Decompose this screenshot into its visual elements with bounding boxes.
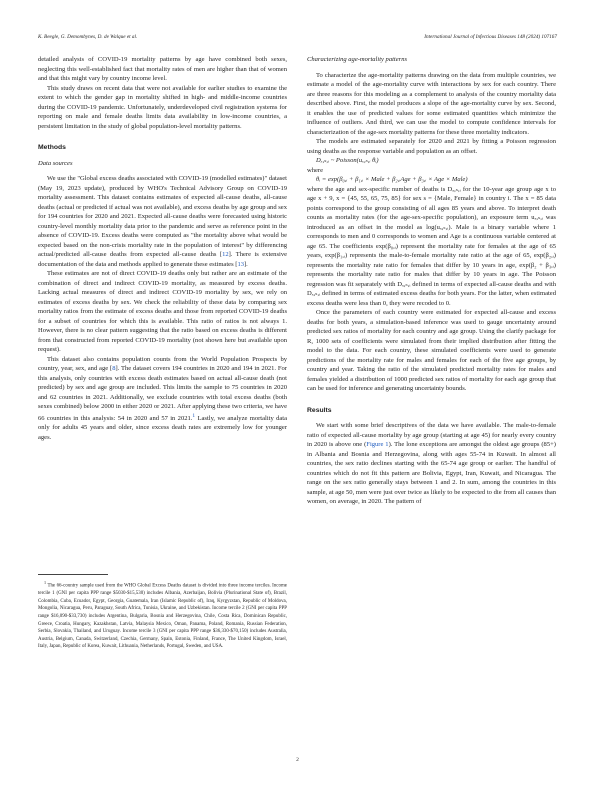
- where-label-1: where: [307, 166, 323, 174]
- ds3-text-c: Lastly, we analyze mortality data only for adults 45 years and older, since excess death rates are extremely low for younger ages.: [38, 414, 287, 441]
- data-sources-paragraph-3: [38, 355, 287, 443]
- figure-1-link[interactable]: Figure 1: [366, 441, 389, 448]
- right-column: [307, 55, 556, 507]
- r1-text-b: ). The lone exceptions are amongst the oldest age groups (85+) in Albania and Bosnia and Herzegovina, along with ages 55-74 in Kuwait. In almost all countries, the sex ratio declines starting with the 65-74 age group or earlier. The handful of countries which do not fit this pattern are Bolivia, Egypt, Iran, Kuwait, and Nicaragua. The range on the sex ratio generally stays between 1 and 2. In sum, among the countries in this sample, at age 50, men were just over twice as likely to be expected to die from all causes than women, on average, in 2020. The pattern of: [307, 441, 556, 505]
- reference-link-8[interactable]: 8: [112, 365, 116, 372]
- running-header: [38, 34, 557, 44]
- intro-paragraph-1: detailed analysis of COVID-19 mortality patterns by age have combined both sexes, neglecting this well-established fact that mortality rates of men are higher than that of women and that this might vary by country income level.: [38, 56, 287, 82]
- footnote-rule: [38, 574, 108, 575]
- data-sources-paragraph-1: [38, 174, 287, 269]
- results-paragraph-1: [307, 421, 556, 507]
- characterizing-paragraph-4: Once the parameters of each country were estimated for expected all-cause and excess deaths for both years, a simulation-based inference was used to gauge uncertainty around predicted sex ratios of mortality for each country and age group. Using the clarify package for R, 1000 sets of coefficients were simulated from their implied distribution after fitting the model to the data. For each country, these simulated coefficients were used to generate predictions of the mortality rate for males and females for each of the five age groups, by country and year. Taking the ratio of the simulated predicted mortality rates for males and females yielded a distribution of 1000 predicted sex ratios of mortality for each age group that can be used for inference and generating uncertainty bounds.: [307, 309, 556, 392]
- data-sources-paragraph-2: These estimates are not of direct COVID-19 deaths only but rather are an estimate of the combination of direct and indirect COVID-19 mortality, as measured by excess deaths. Lacking actual measures of direct and indirect COVID-19 mortality by sex, we rely on estimates of excess deaths by sex. We check the reliability of these data by comparing sex mortality ratios from the estimate of excess deaths and those from reported COVID-19 deaths for a subset of countries for which this is available. This ratio of ratios is not always 1. However, there is no clear pattern suggesting that the ratio based on excess deaths is different from that constructed from reported COVID-19 mortality (not shown here but available upon request).: [38, 270, 287, 353]
- reference-link-12[interactable]: 12: [222, 251, 229, 258]
- ds1-text-a: We use the "Global excess deaths associated with COVID-19 (modelled estimates)" dataset (May 19, 2023 update), produced by WHO's Technical Advisory Group on COVID-19 mortality assessment. This dataset contains estimates of expected all-cause deaths, all-cause deaths (actual or predicted if actual was not available), and excess deaths by age group and sex for 194 countries for 2020 and 2021. Expected all-cause deaths were forecasted using historic country-level monthly mortality data prior to the pandemic and serve as reference point in the absence of COVID-19. Excess deaths were computed as "the mortality above what would be expected based on the non-crisis mortality rate in the population of interest" by differencing actual/predicted all-cause deaths from expected all-cause deaths [: [38, 175, 287, 258]
- intro-paragraph-2: This study draws on recent data that were not available for earlier studies to examine the extent to which the gender gap in mortality shifted in high- and middle-income countries during the COVID-19 pandemic. Unfortunately, underdeveloped civil registration systems for reporting on male and female deaths limits data availability in low-income countries, a persistent limitation in the study of global population-level mortality patterns.: [38, 84, 287, 130]
- footnote-marker-1[interactable]: 1: [192, 412, 196, 419]
- characterizing-heading: Characterizing age-mortality patterns: [307, 56, 408, 63]
- ds1-text-b: ]. There is extensive documentation of the data and methods applied to generate these estimates [: [38, 251, 287, 268]
- reference-link-13[interactable]: 13: [237, 260, 244, 268]
- methods-heading: Methods: [38, 144, 66, 151]
- footnote: [38, 574, 287, 651]
- characterizing-paragraph-1: To characterize the age-mortality patterns drawing on the data from multiple countries, we estimate a model of the age-mortality curve with interactions by sex for each country. There are three reasons for this modeling as a complement to analysis of the country mortality data described above. First, the model produces a slope of the age-mortality curve by sex. Second, it enables the use of predicted values for some estimated quantities which minimize the influence of outliers. And third, we can use the model to compute confidence intervals for characterization of the age-sex mortality patterns for these three mortality indicators.: [307, 71, 556, 136]
- ds1-text-c: ].: [243, 260, 248, 268]
- equation-theta: θᵢ = exp(β₀,ᵢ + β₁,ᵢ × Male + β₂,ᵢAge + β₃,ᵢ × Age × Male): [316, 176, 468, 183]
- r1-text-a: We start with some brief descriptives of the data we have available. The male-to-female ratio of expected all-cause mortality by age group (starting at age 45) for nearly every country in 2020 is above one (: [307, 422, 556, 448]
- characterizing-paragraph-3: where the age and sex-specific number of deaths is Dₓ,ₛ,ᵢ for the 10-year age group age x to age x + 9, x = {45, 55, 65, 75, 85} for sex s = {Male, Female} in country i. The x = 85 data points correspond to the group consisting of all ages 85 years and above. To interpret death counts as mortality rates (for the age-sex-specific population), an exposure term uₓ,ₛ,ᵢ was introduced as an offset in the model as log(uₓ,ₛ,ᵢ). Male is a binary variable where 1 corresponds to men and 0 corresponds to women and Age is a continuous variable centered at age 65. The coefficients exp(β₀,ᵢ) represent the mortality rate for females at the age of 65 years, exp(β₁,ᵢ) represents the male-to-female mortality rate ratio at the age of 65, exp(β₂,ᵢ) represents the mortality rate ratio for females that differ by 10 years in age, exp(β₂ + β₃,ᵢ) represents the mortality rate ratio for males that differ by 10 years in age. The Poisson regression was fit separately with Dₓ,ₛ,ᵢ defined in terms of expected all-cause deaths and with Dₓ,ₛ,ᵢ defined in terms of estimated excess deaths for both years. For the latter, when estimated excess deaths were less than 0, they were recoded to 0.: [307, 185, 556, 307]
- ds3-text-a: This dataset also contains population counts from the World Population Prospects by country, year, sex, and age [: [38, 355, 287, 372]
- characterizing-paragraph-2: The models are estimated separately for 2020 and 2021 by fitting a Poisson regression using deaths as the response variable and population as an offset.: [307, 138, 556, 155]
- footnote-number: 1: [44, 580, 47, 585]
- page-number: 2: [296, 757, 299, 763]
- footnote-text: The 66-country sample used from the WHO Global Excess Deaths dataset is divided into three income terciles. Income tercile 1 (GNI per capita PPP range $5030-$15,530) includes Albania, Azerbaijan, Bolivia (Plurinational State of), Brazil, Colombia, Cuba, Ecuador, Egypt, Georgia, Guatemala, Iran (Islamic Republic of), Iraq, Kyrgyzstan, Republic of Moldova, Mongolia, Nicaragua, Peru, Paraguay, South Africa, Tunisia, Ukraine, and Uzbekistan. Income tercile 2 (GNI per capita PPP range $16,090-$33,730) includes Argentina, Bulgaria, Bosnia and Herzegovina, Chile, Costa Rica, Dominican Republic, Greece, Croatia, Hungary, Kazakhstan, Latvia, Malaysia Mexico, Oman, Panama, Poland, Romania, Russian Federation, Serbia, Slovakia, Thailand, and Uruguay. Income tercile 3 (GNI per capita PPP range $36,330-$70,150) includes Australia, Austria, Belgium, Canada, Switzerland, Czechia, Germany, Spain, Estonia, Finland, France, The United Kingdom, Israel, Italy, Japan, Republic of Korea, Kuwait, Lithuania, Netherlands, Portugal, Sweden, and USA.: [38, 583, 287, 650]
- header-journal: International Journal of Infectious Diseases 148 (2024) 107167: [424, 34, 557, 40]
- header-authors: K. Beegle, G. Demombynes, D. de Walque et al.: [38, 34, 138, 40]
- data-sources-heading: Data sources: [38, 159, 73, 167]
- left-column: [38, 55, 287, 442]
- equation-poisson: Dₓ,ₛ,ᵢ ~ Poisson(uₓ,ₛ,ᵢ θᵢ): [316, 157, 379, 164]
- ds3-text-b: ]. The dataset covers 194 countries in 2020 and 194 in 2021. For this analysis, only countries with excess death estimates based on actual all-cause death (not predicted) by sex and age group are included. This limits the sample to 75 countries in 2020 and 62 countries in 2021. Additionally, we exclude countries with total excess deaths (both sexes combined) below 2000 in either 2020 or 2021. After applying these two criteria, we have 66 countries in this analysis: 54 in 2020 and 57 in 2021.: [38, 365, 287, 422]
- results-heading: Results: [307, 406, 332, 414]
